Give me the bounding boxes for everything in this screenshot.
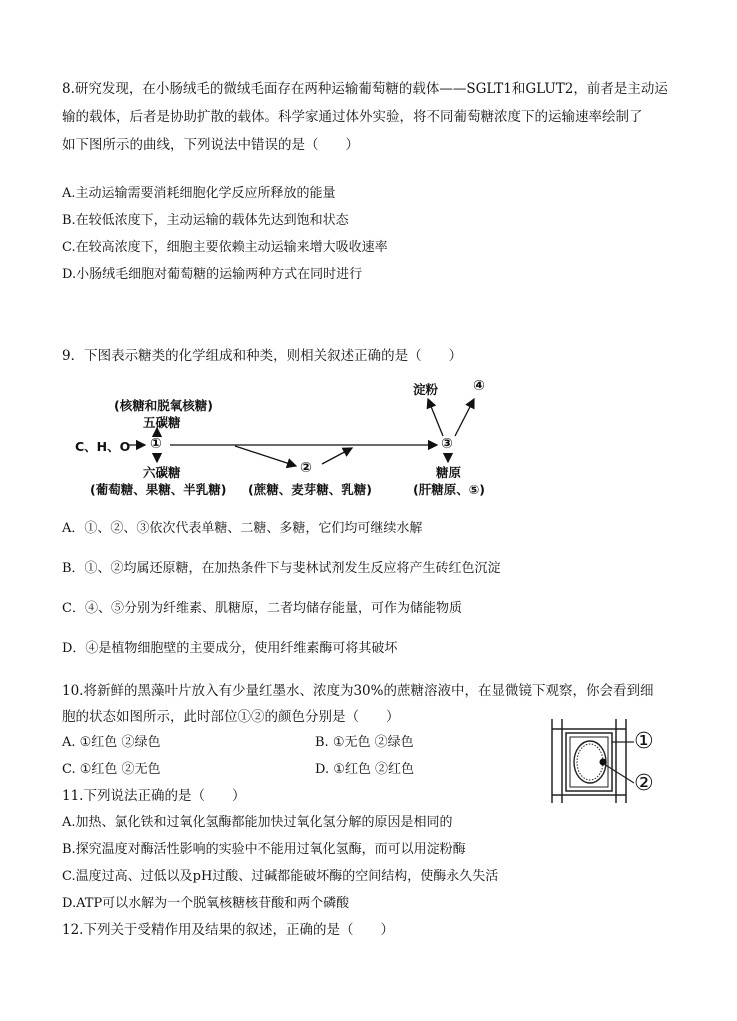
arrow-3-to-4	[455, 399, 474, 436]
q8-option-c: C.在较高浓度下，细胞主要依赖主动运输来增大吸收速率	[62, 240, 388, 255]
q11-stem: 11.下列说法正确的是（ ）	[62, 788, 246, 804]
q12-stem: 12.下列关于受精作用及结果的叙述，正确的是（ ）	[62, 922, 394, 938]
q9-option-c: C．④、⑤分别为纤维素、肌糖原，二者均储存能量，可作为储能物质	[62, 601, 462, 616]
disaccharide-examples: (蔗糖、麦芽糖、乳糖)	[248, 482, 372, 497]
q10-option-a: A. ①红色 ②绿色	[62, 735, 161, 750]
q10-option-b: B. ①无色 ②绿色	[315, 735, 414, 750]
plasmolysis-cell-figure	[548, 715, 688, 807]
node-1-label: ①	[150, 436, 162, 452]
q10-option-c: C. ①红色 ②无色	[62, 762, 161, 777]
pentose-label: 五碳糖	[143, 415, 181, 430]
hexose-label: 六碳糖	[143, 465, 181, 480]
q9-option-b: B．①、②均属还原糖，在加热条件下与斐林试剂发生反应将产生砖红色沉淀	[62, 561, 501, 576]
q8-option-b: B.在较低浓度下，主动运输的载体先达到饱和状态	[62, 213, 349, 228]
arrow-2-to-line	[322, 448, 352, 464]
q8-option-a: A.主动运输需要消耗细胞化学反应所释放的能量	[62, 186, 336, 201]
q8-stem-line-1: 8.研究发现，在小肠绒毛的微绒毛面存在两种运输葡萄糖的载体——SGLT1和GLUT2，前者是主动运	[62, 81, 668, 97]
figure-label-1: ①	[634, 729, 654, 754]
q11-option-b: B.探究温度对酶活性影响的实验中不能用过氧化氢酶，而可以用淀粉酶	[62, 842, 466, 857]
q9-option-d: D．④是植物细胞壁的主要成分，使用纤维素酶可将其破坏	[62, 641, 398, 656]
q8-stem-line-3: 如下图所示的曲线，下列说法中错误的是（ ）	[62, 137, 359, 153]
node-3-label: ③	[441, 436, 453, 452]
q8-stem-line-2: 输的载体，后者是协助扩散的载体。科学家通过体外实验，将不同葡萄糖浓度下的运输速率绘制了	[62, 109, 643, 125]
arrow-to-2	[235, 446, 296, 466]
q9-option-a: A．①、②、③依次代表单糖、二糖、多糖，它们均可继续水解	[62, 521, 423, 536]
arrow-3-to-starch	[428, 399, 443, 436]
q10-stem-line-1: 10.将新鲜的黑藻叶片放入有少量红墨水、浓度为30%的蔗糖溶液中，在显微镜下观察，你会看到细	[62, 683, 654, 699]
q11-option-d: D.ATP可以水解为一个脱氧核糖核苷酸和两个磷酸	[62, 896, 350, 911]
node-2-label: ②	[300, 460, 312, 476]
glycogen-examples: (肝糖原、⑤)	[413, 482, 486, 497]
q9-stem: 9．下图表示糖类的化学组成和种类，则相关叙述正确的是（ ）	[62, 348, 463, 364]
q10-option-d: D. ①红色 ②红色	[315, 762, 415, 777]
cell-drawing	[548, 715, 688, 807]
figure-label-2: ②	[634, 771, 654, 796]
pentose-examples: (核糖和脱氧核糖)	[114, 398, 213, 413]
q8-option-d: D.小肠绒毛细胞对葡萄糖的运输两种方式在同时进行	[62, 267, 363, 282]
glycogen-label: 糖原	[436, 465, 462, 480]
q11-option-a: A.加热、氯化铁和过氧化氢酶都能加快过氧化氢分解的原因是相同的	[62, 815, 453, 830]
q11-option-c: C.温度过高、过低以及pH过酸、过碱都能破坏酶的空间结构，使酶永久失活	[62, 869, 499, 884]
q10-stem-line-2: 胞的状态如图所示，此时部位①②的颜色分别是（ ）	[62, 709, 400, 725]
hexose-examples: (葡萄糖、果糖、半乳糖)	[90, 482, 227, 497]
starch-label: 淀粉	[413, 382, 439, 397]
cho-label: C、H、O	[75, 439, 131, 454]
node-4-label: ④	[473, 378, 485, 394]
